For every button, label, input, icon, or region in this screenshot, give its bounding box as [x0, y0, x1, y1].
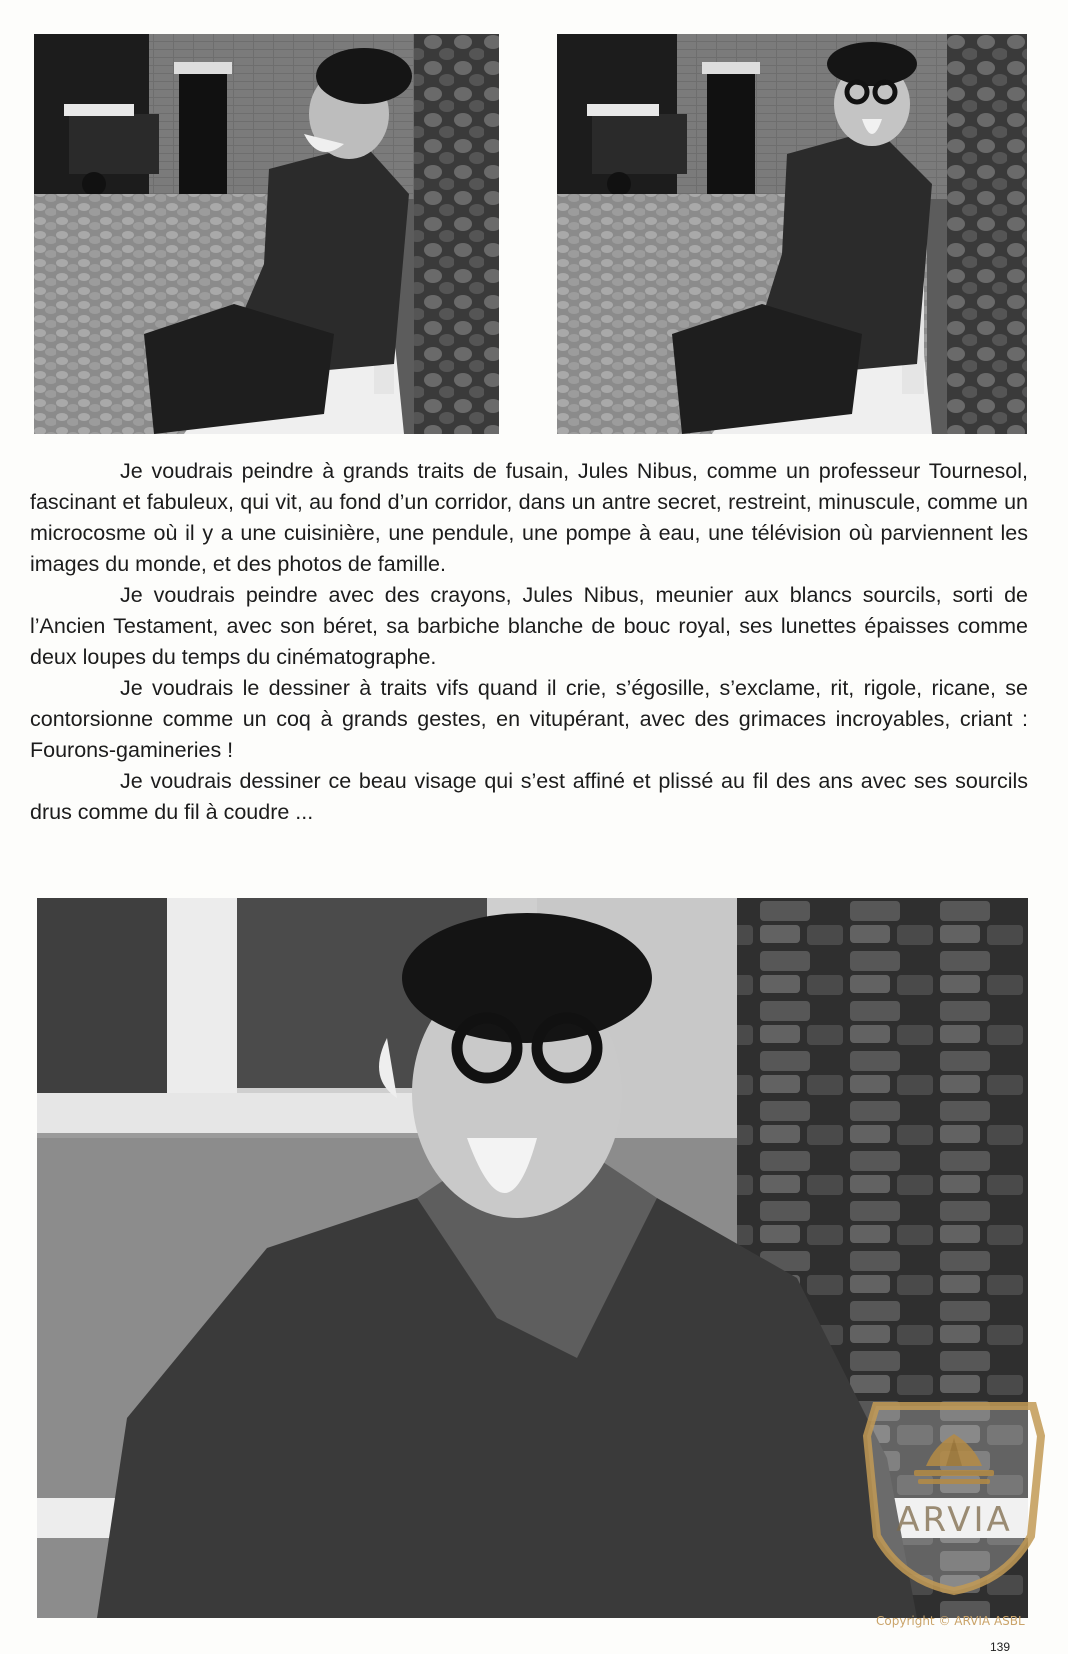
body-text	[30, 456, 1028, 828]
paragraph-3: Je voudrais le dessiner à traits vifs quand il crie, s’égosille, s’exclame, rit, rigole, ricane, se contorsionne comme un coq à grands gestes, en vitupérant, avec des grimaces incroyables, criant : Fourons-gamineries !	[30, 676, 1028, 762]
copyright-notice	[876, 1614, 1025, 1628]
paragraph-1: Je voudrais peindre à grands traits de fusain, Jules Nibus, comme un professeur Tournesol, fascinant et fabuleux, qui vit, au fond d’un corridor, dans un antre secret, restreint, minuscule, comme un microcosme où il y a une cuisinière, une pendule, une pompe à eau, une télévision où parviennent les images du monde, et des photos de famille.	[30, 459, 1028, 576]
paragraph-2: Je voudrais peindre avec des crayons, Jules Nibus, meunier aux blancs sourcils, sorti de l’Ancien Testament, avec son béret, sa barbiche blanche de bouc royal, ses lunettes épaisses comme deux loupes du temps du cinématographe.	[30, 583, 1028, 669]
shield-icon	[856, 1396, 1053, 1596]
photo-elder-profile	[34, 34, 499, 434]
arvia-watermark-logo	[856, 1396, 1053, 1596]
photo-elder-smiling	[557, 34, 1027, 434]
page-number: 139	[990, 1640, 1011, 1654]
watermark-label: ARVIA	[896, 1500, 1013, 1540]
copyright-org: ARVIA ASBL	[954, 1614, 1025, 1628]
paragraph-4: Je voudrais dessiner ce beau visage qui s’est affiné et plissé au fil des ans avec ses sourcils drus comme du fil à coudre ...	[30, 769, 1028, 824]
copyright-prefix: Copyright ©	[876, 1614, 951, 1628]
